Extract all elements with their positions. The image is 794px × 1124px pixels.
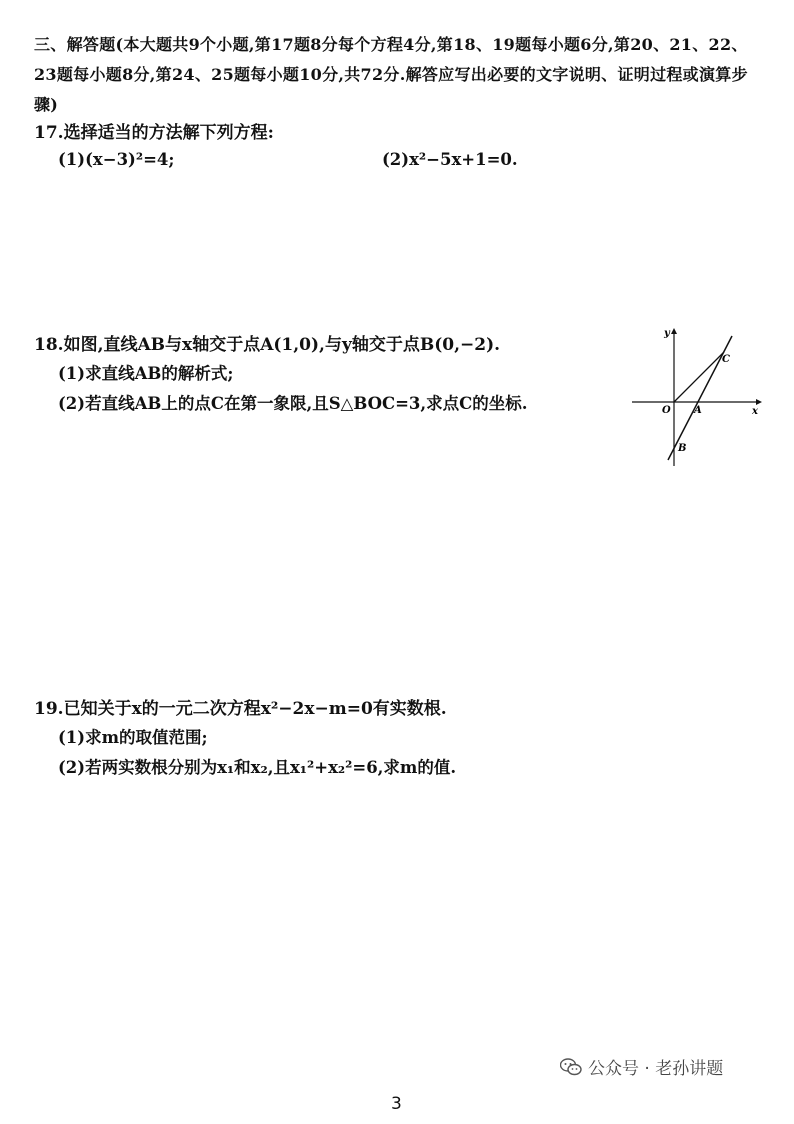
question-18-part-2: (2)若直线AB上的点C在第一象限,且S△BOC=3,求点C的坐标. [58,394,528,413]
watermark-text: 公众号 · 老孙讲题 [588,1059,724,1079]
y-axis-arrow-icon [671,328,677,334]
question-17-part-1: (1)(x−3)²=4; [58,150,175,169]
question-17-part-2: (2)x²−5x+1=0. [382,150,518,169]
origin-label: O [662,405,671,416]
segment-oc [674,352,724,402]
coordinate-figure [628,320,764,470]
question-18-title: 18.如图,直线AB与x轴交于点A(1,0),与y轴交于点B(0,−2). [34,335,501,355]
question-18-part-1: (1)求直线AB的解析式; [58,364,234,383]
question-17-title: 17.选择适当的方法解下列方程: [34,123,274,143]
x-axis-label: x [752,406,758,417]
point-a-label: A [694,405,702,416]
point-b-label: B [678,443,687,454]
question-19-part-2: (2)若两实数根分别为x₁和x₂,且x₁²+x₂²=6,求m的值. [58,758,457,777]
section-instructions: 三、解答题(本大题共9个小题,第17题8分每个方程4分,第18、19题每小题6分,第20、21、22、23题每小题8分,第24、25题每小题10分,共72分.解答应写出必要的文字说明、证明过程或演算步骤) [34,35,748,114]
question-19-title: 19.已知关于x的一元二次方程x²−2x−m=0有实数根. [34,699,447,719]
x-axis-arrow-icon [756,399,762,405]
y-axis-label: y [664,328,670,339]
point-c-label: C [722,354,730,365]
watermark [560,1054,723,1079]
wechat-icon [560,1058,582,1076]
question-19-part-1: (1)求m的取值范围; [58,728,208,747]
page-number: 3 [391,1094,402,1114]
